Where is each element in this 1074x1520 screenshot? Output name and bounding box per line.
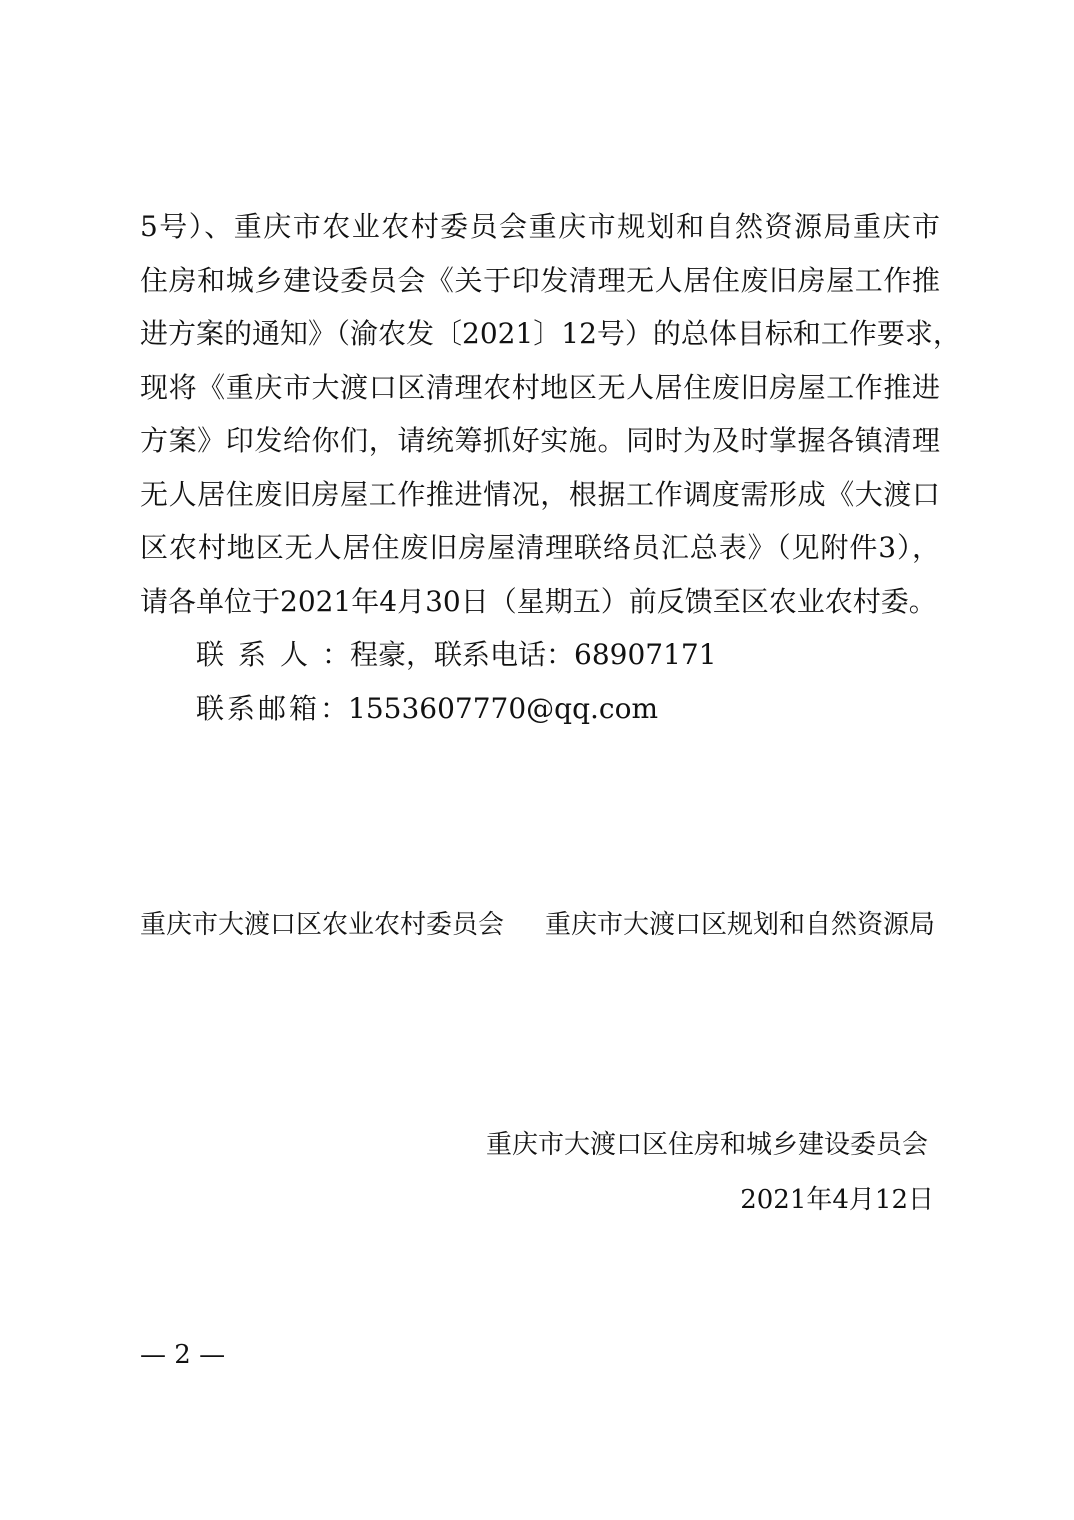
body-line: 进方案的通知》（渝农发〔2021〕12号）的总体目标和工作要求， (140, 317, 961, 350)
contact-person-label: 联系人 (196, 638, 323, 671)
body-line: 区农村地区无人居住废旧房屋清理联络员汇总表》（见附件3）， (140, 531, 940, 564)
body-line: 无人居住废旧房屋工作推进情况，根据工作调度需形成《大渡口 (140, 477, 940, 511)
signature-planning-bureau: 重庆市大渡口区规划和自然资源局 (545, 910, 936, 940)
notice-body (140, 200, 961, 735)
signature-housing-committee: 重庆市大渡口区住房和城乡建设委员会 (485, 1130, 928, 1160)
body-line: 5号）、重庆市农业农村委员会重庆市规划和自然资源局重庆市 (140, 210, 940, 243)
contact-person-line (140, 628, 940, 682)
body-line: 请各单位于2021年4月30日（星期五）前反馈至区农业农村委。 (140, 584, 937, 618)
signature-agriculture-committee: 重庆市大渡口区农业农村委员会 (140, 910, 505, 940)
body-line: 现将《重庆市大渡口区清理农村地区无人居住废旧房屋工作推进 (140, 370, 940, 404)
contact-email-label: 联系邮箱 (196, 691, 321, 725)
contact-email-value: ：1553607770@qq.com (320, 691, 658, 725)
contact-email-line (140, 682, 940, 736)
issue-date: 2021年4月12日 (740, 1185, 934, 1215)
body-line: 住房和城乡建设委员会《关于印发清理无人居住废旧房屋工作推 (140, 263, 940, 297)
contact-person-value: ：程豪，联系电话：68907171 (322, 638, 717, 671)
page-number: — 2 — (140, 1340, 226, 1370)
body-line: 方案》印发给你们，请统筹抓好实施。同时为及时掌握各镇清理 (140, 424, 940, 457)
